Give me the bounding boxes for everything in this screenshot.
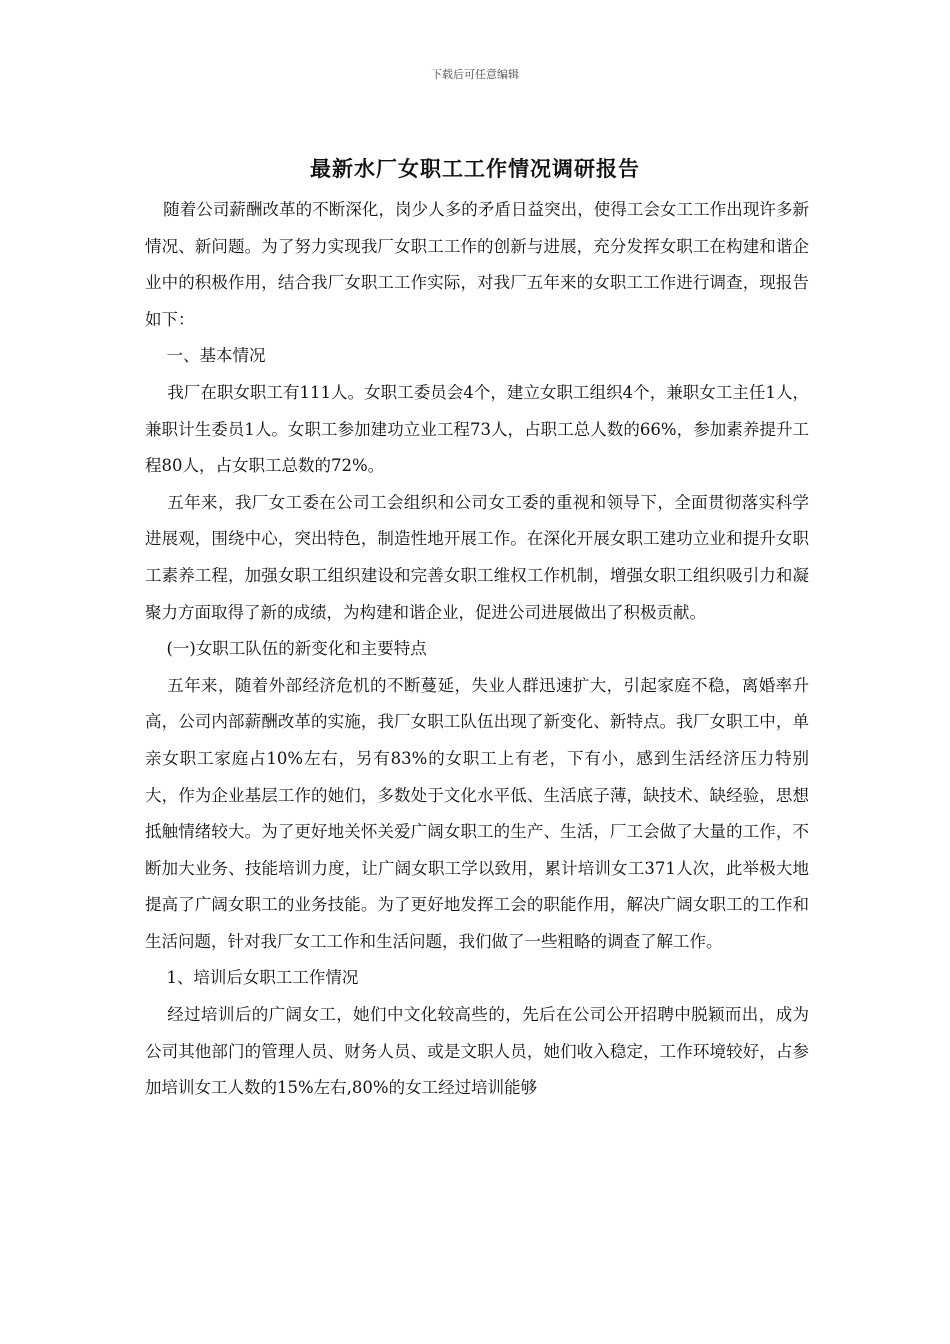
header-note: 下载后可任意编辑: [431, 68, 519, 81]
paragraph-basic-stats: 我厂在职女职工有111人。女职工委员会4个，建立女职工组织4个，兼职女工主任1人，兼职计生委员1人。女职工参加建功立业工程73人，占职工总人数的66%，参加素养提升工程80人，占女职工总数的72%。: [145, 382, 809, 476]
document-body: [145, 192, 809, 1107]
paragraph-training: 经过培训后的广阔女工，她们中文化较高些的，先后在公司公开招聘中脱颖而出，成为公司其他部门的管理人员、财务人员、或是文职人员，她们收入稳定，工作环境较好，占参加培训女工人数的15%左右,80%的女工经过培训能够: [145, 1005, 809, 1098]
paragraph-five-years: 五年来，我厂女工委在公司工会组织和公司女工委的重视和领导下，全面贯彻落实科学进展观，围绕中心，突出特色，制造性地开展工作。在深化开展女职工建功立业和提升女职工素养工程，加强女职工组织建设和完善女职工维权工作机制，增强女职工组织吸引力和凝聚力方面取得了新的成绩，为构建和谐企业，促进公司进展做出了积极贡献。: [145, 492, 809, 622]
subsection-heading-changes: (一)女职工队伍的新变化和主要特点: [166, 639, 427, 659]
document-title: 最新水厂女职工工作情况调研报告: [310, 156, 640, 181]
section-heading-basic-situation: 一、基本情况: [166, 346, 266, 366]
paragraph-intro: 随着公司薪酬改革的不断深化，岗少人多的矛盾日益突出，使得工会女工工作出现许多新情况、新问题。为了努力实现我厂女职工工作的创新与进展，充分发挥女职工在构建和谐企业中的积极作用，结合我厂女职工工作实际，对我厂五年来的女职工工作进行调查，现报告如下：: [145, 200, 809, 329]
paragraph-changes: 五年来，随着外部经济危机的不断蔓延，失业人群迅速扩大，引起家庭不稳，离婚率升高，公司内部薪酬改革的实施，我厂女职工队伍出现了新变化、新特点。我厂女职工中，单亲女职工家庭占10%左右，另有83%的女职工上有老，下有小，感到生活经济压力特别大，作为企业基层工作的她们，多数处于文化水平低、生活底子薄，缺技术、缺经验，思想抵触情绪较大。为了更好地关怀关爱广阔女职工的生产、生活，厂工会做了大量的工作，不断加大业务、技能培训力度，让广阔女职工学以致用，累计培训女工371人次，此举极大地提高了广阔女职工的业务技能。为了更好地发挥工会的职能作用，解决广阔女职工的工作和生活问题，针对我厂女工工作和生活问题，我们做了一些粗略的调查了解工作。: [145, 675, 809, 951]
subsection-heading-training: 1、培训后女职工工作情况: [166, 968, 359, 988]
